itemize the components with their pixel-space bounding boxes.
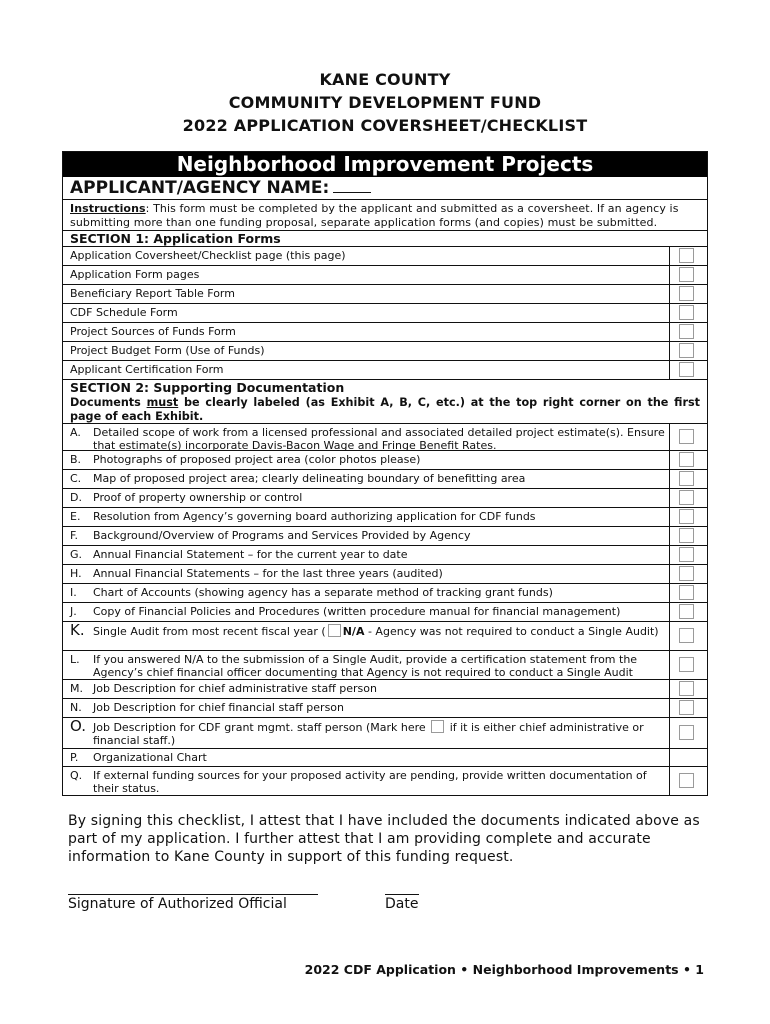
instructions [63, 200, 707, 231]
item-text: If external funding sources for your proposed activity are pending, provide written documentation of their status. [93, 769, 647, 795]
item-letter: A. [70, 426, 81, 439]
item-text: Proof of property ownership or control [93, 491, 303, 504]
item-o-text-b: if it is either chief administrative or financial staff.) [93, 721, 644, 747]
section1-item-text: CDF Schedule Form [70, 306, 178, 319]
item-text: Resolution from Agency’s governing board authorizing application for CDF funds [93, 510, 536, 523]
header-county: KANE COUNTY [319, 70, 451, 89]
section2-item [63, 602, 707, 621]
section2-heading-title: : Supporting Documentation [144, 380, 345, 395]
item-letter: O. [70, 717, 86, 735]
section2-header [63, 379, 707, 423]
date-line[interactable] [385, 894, 419, 895]
item-text [93, 624, 665, 650]
agency-name-field[interactable] [333, 178, 371, 193]
item-text: Job Description for chief financial staff person [93, 701, 345, 714]
section2-note-text: be clearly labeled (as Exhibit A, B, C, etc.) at the top right corner on the first page of each Exhibit. [70, 396, 700, 423]
section1-item-text: Beneficiary Report Table Form [70, 287, 235, 300]
checkbox[interactable] [679, 657, 694, 672]
section1-list [63, 246, 707, 379]
item-text: Copy of Financial Policies and Procedures (written procedure manual for financial management) [93, 605, 621, 618]
item-letter: E. [70, 510, 81, 523]
section2-item [63, 469, 707, 488]
item-letter: B. [70, 453, 82, 466]
checkbox[interactable] [679, 604, 694, 619]
section2-item [63, 717, 707, 748]
checkbox[interactable] [679, 700, 694, 715]
item-letter: H. [70, 567, 82, 580]
item-k-text-b: - Agency was not required to conduct a Single Audit) [364, 625, 659, 638]
checkbox[interactable] [679, 585, 694, 600]
section2-item [63, 583, 707, 602]
item-letter: L. [70, 653, 80, 666]
checkbox[interactable] [679, 324, 694, 339]
section1-item [63, 322, 707, 341]
section2-list [63, 423, 707, 795]
item-letter: P. [70, 751, 79, 764]
section1-item [63, 284, 707, 303]
item-text [93, 720, 665, 748]
header-fund: COMMUNITY DEVELOPMENT FUND [228, 93, 542, 112]
section2-item [63, 748, 707, 766]
section1-item-text: Application Form pages [70, 268, 200, 281]
checkbox[interactable] [679, 248, 694, 263]
item-o-text-a: Job Description for CDF grant mgmt. staff person (Mark here [93, 721, 430, 734]
section2-item [63, 423, 707, 450]
mark-here-checkbox[interactable] [431, 720, 444, 733]
checkbox[interactable] [679, 471, 694, 486]
item-text: Detailed scope of work from a licensed professional and associated detailed project estimate(s). Ensure that estimate(s) incorporate Davis-Bacon Wage and Fringe Benefit Rates. [93, 426, 665, 452]
section1-item [63, 341, 707, 360]
item-letter: N. [70, 701, 82, 714]
item-letter: M. [70, 682, 83, 695]
section2-heading [63, 380, 707, 395]
checkbox[interactable] [679, 452, 694, 467]
section1-item [63, 265, 707, 284]
section2-heading-number: SECTION 2 [70, 380, 145, 395]
section2-note-emphasis: must [146, 396, 179, 409]
section2-item [63, 545, 707, 564]
document-header [0, 68, 770, 137]
na-label: N/A [342, 625, 365, 638]
item-letter: Q. [70, 769, 83, 782]
checkbox[interactable] [679, 681, 694, 696]
checkbox[interactable] [679, 628, 694, 643]
checkbox[interactable] [679, 267, 694, 282]
item-text: Annual Financial Statements – for the last three years (audited) [93, 567, 443, 580]
item-text: Photographs of proposed project area (color photos please) [93, 453, 421, 466]
section2-item [63, 698, 707, 717]
section2-item [63, 450, 707, 469]
header-title: 2022 APPLICATION COVERSHEET/CHECKLIST [182, 116, 588, 135]
section1-item-text: Project Sources of Funds Form [70, 325, 236, 338]
section1-item-text: Applicant Certification Form [70, 363, 224, 376]
section2-note [63, 395, 707, 423]
attestation-text: By signing this checklist, I attest that I have included the documents indicated above as part of my application. I further attest that I am providing complete and accurate information to Kane County in support of this funding request. [68, 813, 700, 865]
date-label: Date [385, 896, 419, 912]
checkbox[interactable] [679, 547, 694, 562]
section2-item [63, 621, 707, 650]
item-letter: C. [70, 472, 82, 485]
item-text: Map of proposed project area; clearly delineating boundary of benefitting area [93, 472, 526, 485]
section2-item [63, 564, 707, 583]
section2-item [63, 488, 707, 507]
section2-item [63, 526, 707, 545]
na-checkbox[interactable] [328, 624, 341, 637]
instructions-text: : This form must be completed by the applicant and submitted as a coversheet. If an agency is submitting more than one funding proposal, separate application forms (and copies) must be submitted. [70, 202, 679, 229]
section2-item [63, 650, 707, 679]
item-text: If you answered N/A to the submission of a Single Audit, provide a certification statement from the Agency’s chief financial officer documenting that Agency is not required to conduct a Single Audit [93, 653, 638, 679]
checkbox[interactable] [679, 566, 694, 581]
item-text: Chart of Accounts (showing agency has a separate method of tracking grant funds) [93, 586, 553, 599]
item-letter: F. [70, 529, 79, 542]
item-letter: G. [70, 548, 83, 561]
item-letter: I. [70, 586, 77, 599]
checkbox[interactable] [679, 528, 694, 543]
item-text: Background/Overview of Programs and Services Provided by Agency [93, 529, 471, 542]
section2-note-text: Documents [70, 396, 147, 409]
section1-item [63, 303, 707, 322]
item-k-text-a: Single Audit from most recent fiscal year ( [93, 625, 326, 638]
section1-item-text: Project Budget Form (Use of Funds) [70, 344, 265, 357]
checkbox[interactable] [679, 286, 694, 301]
section1-item-text: Application Coversheet/Checklist page (this page) [70, 249, 346, 262]
item-letter: D. [70, 491, 82, 504]
item-text: Annual Financial Statement – for the current year to date [93, 548, 408, 561]
section2-item [63, 679, 707, 698]
agency-name-label: APPLICANT/AGENCY NAME: [70, 178, 330, 198]
checkbox[interactable] [679, 490, 694, 505]
signature-label: Signature of Authorized Official [68, 896, 287, 912]
item-text: Organizational Chart [93, 751, 207, 764]
page-footer: 2022 CDF Application • Neighborhood Improvements • 1 [304, 962, 704, 977]
empty-check-cell [669, 749, 707, 766]
checkbox[interactable] [679, 429, 694, 444]
checkbox[interactable] [679, 725, 694, 740]
checkbox[interactable] [679, 362, 694, 377]
section2-item [63, 766, 707, 795]
checkbox[interactable] [679, 509, 694, 524]
checkbox[interactable] [679, 305, 694, 320]
section2-item [63, 507, 707, 526]
checklist-form [62, 151, 708, 796]
section1-heading: SECTION 1: Application Forms [70, 231, 281, 246]
form-title: Neighborhood Improvement Projects [63, 152, 707, 177]
item-letter: J. [70, 605, 77, 618]
section1-item [63, 246, 707, 265]
signature-line[interactable] [68, 894, 318, 895]
item-letter: K. [70, 621, 85, 639]
item-text: Job Description for chief administrative staff person [93, 682, 377, 695]
agency-name-row [63, 177, 707, 200]
checkbox[interactable] [679, 343, 694, 358]
instructions-label: Instructions [70, 202, 146, 215]
section1-item [63, 360, 707, 379]
checkbox[interactable] [679, 773, 694, 788]
